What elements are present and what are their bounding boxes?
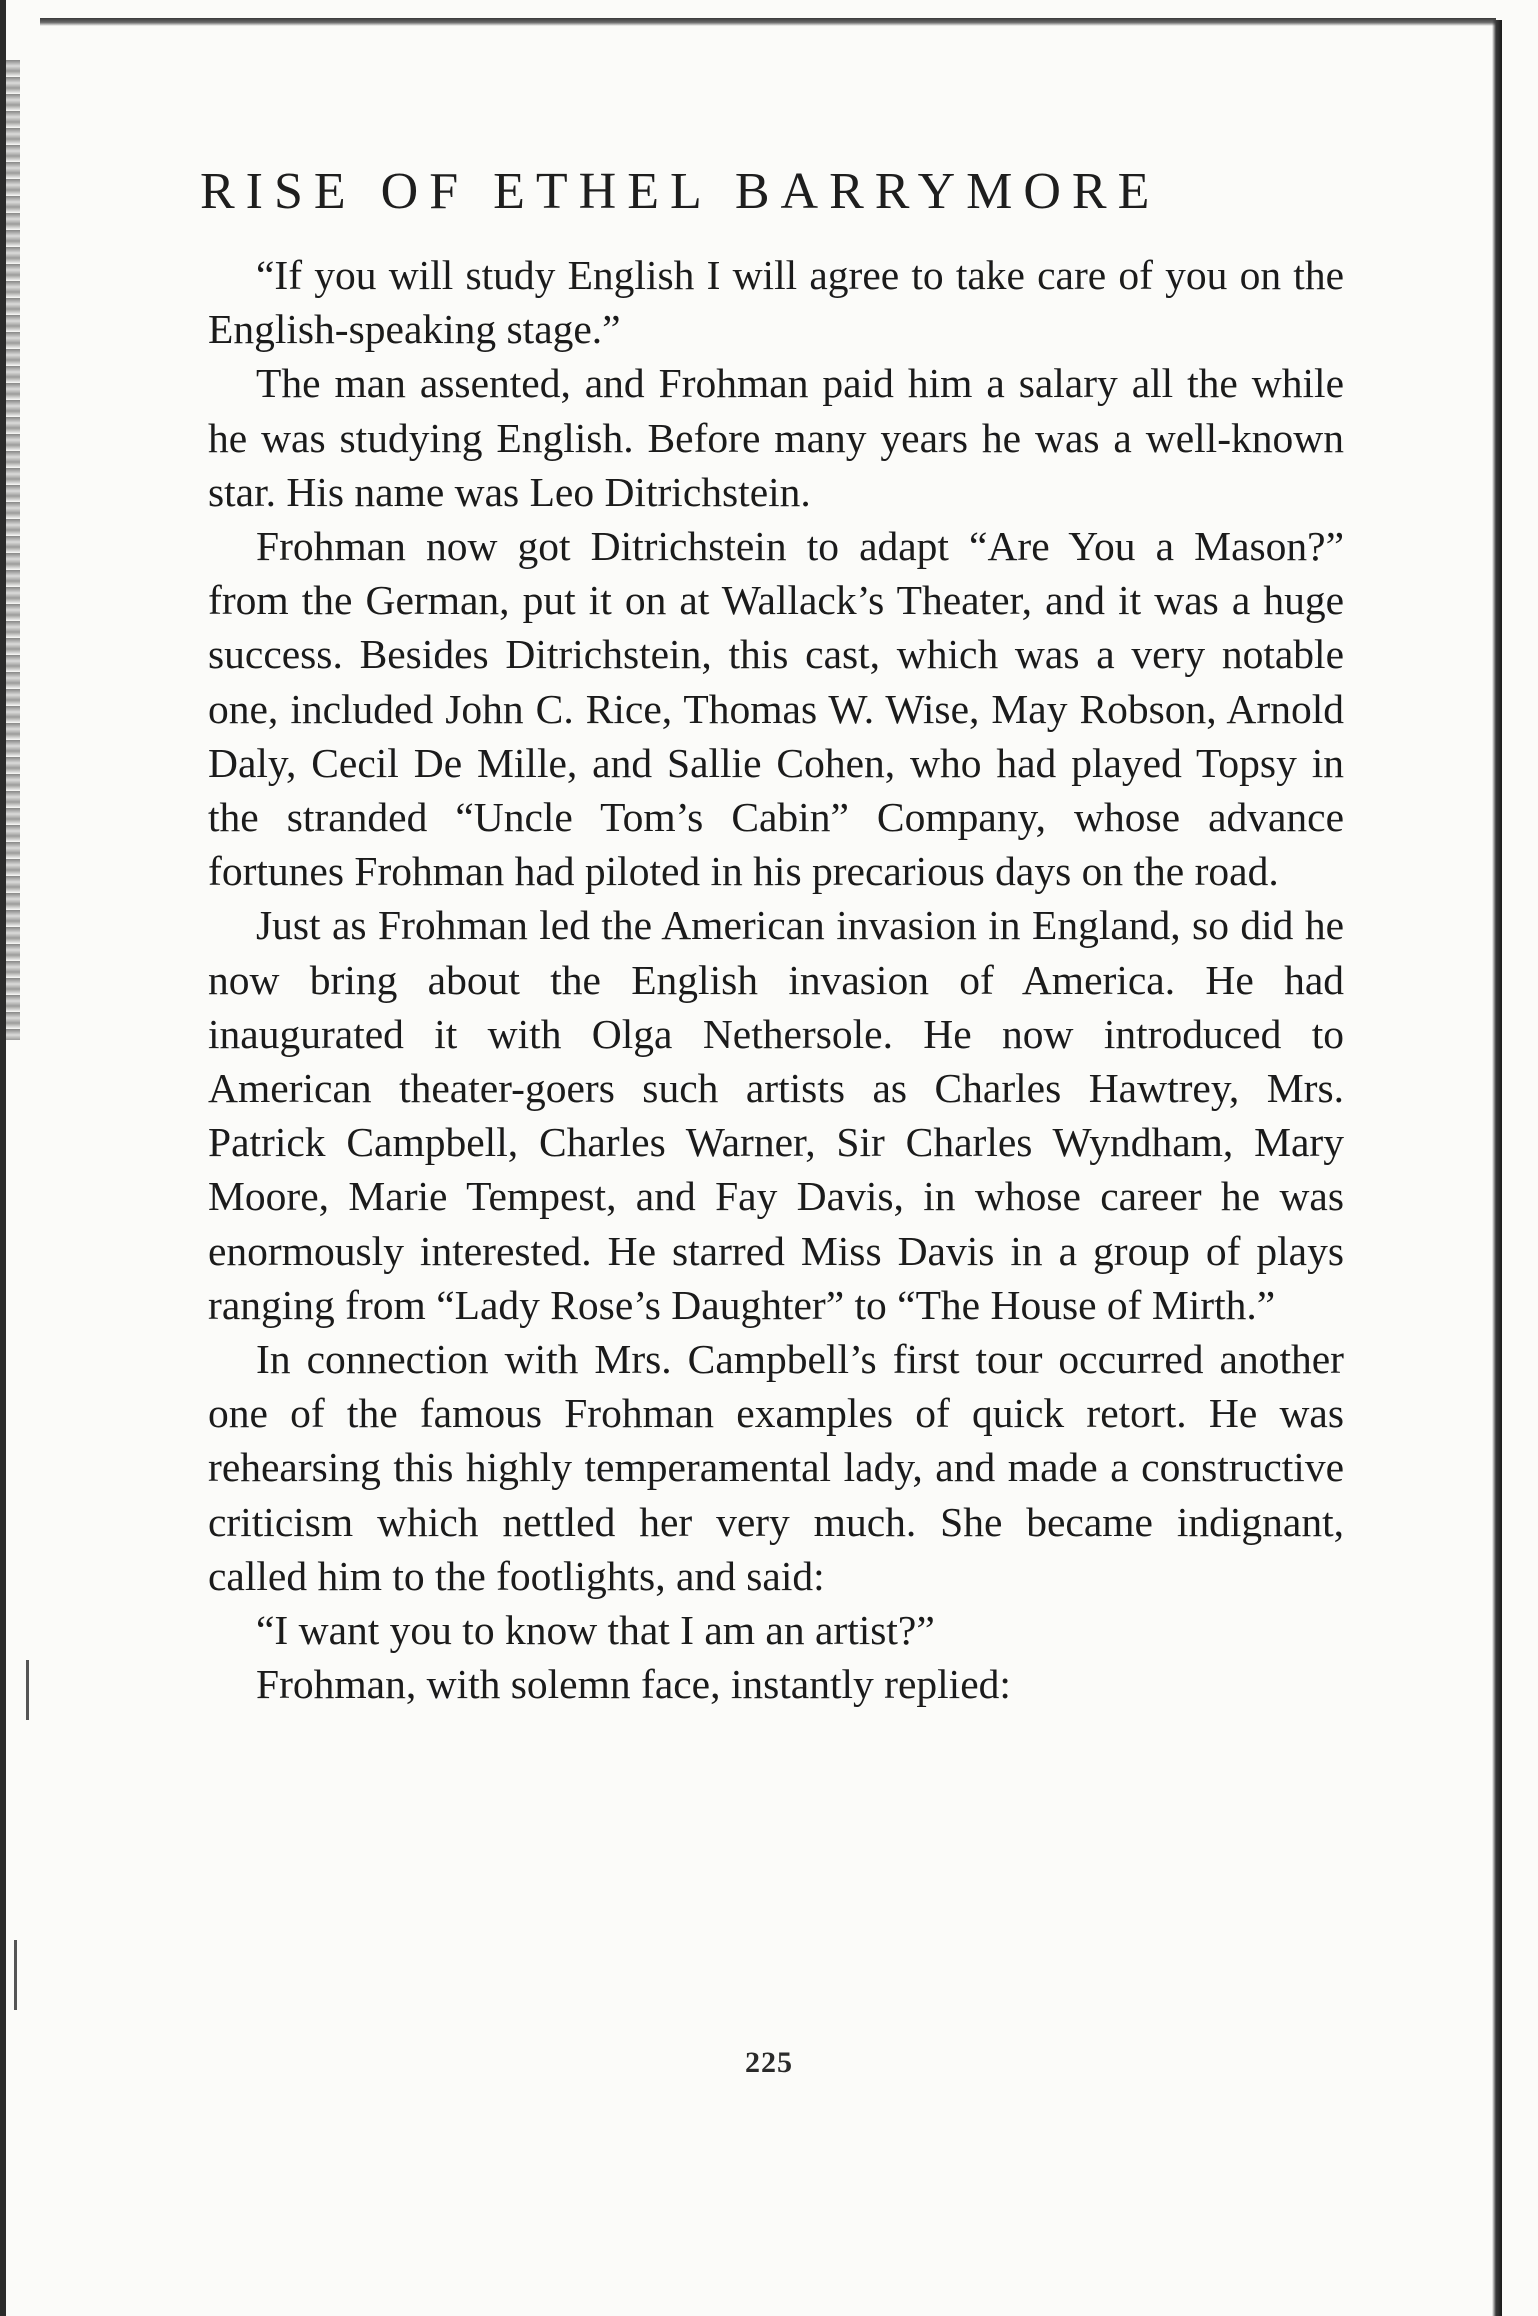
paragraph: “If you will study English I will agree to take care of you on the English-speaking stage.”	[208, 252, 1344, 353]
paragraph: Frohman, with solemn face, instantly replied:	[256, 1661, 1011, 1708]
page-top-edge	[40, 18, 1496, 26]
page-number: 225	[745, 2046, 793, 2079]
paragraph: Frohman now got Ditrichstein to adapt “Are You a Mason?” from the German, put it on at Wallack’s Theater, and it was a huge success. Besides Ditrichstein, this cast, which was a very notable one, included John C. Rice, Thomas W. Wise, May Robson, Arnold Daly, Cecil De Mille, and Sallie Cohen, who had played Topsy in the stranded “Uncle Tom’s Cabin” Company, whose advance fortunes Frohman had piloted in his precarious days on the road.	[208, 523, 1344, 895]
page-right-edge	[1492, 20, 1502, 2316]
paragraph: In connection with Mrs. Campbell’s first tour occurred another one of the famous Frohman examples of quick retort. He was rehearsing this highly temperamental lady, and made a constructive criticism which nettled her very much. She became indignant, called him to the footlights, and said:	[208, 1336, 1344, 1599]
body-text	[208, 248, 1344, 1711]
paragraph: Just as Frohman led the American invasion in England, so did he now bring about the English invasion of America. He had inaugurated it with Olga Nethersole. He now introduced to American theater-goers such artists as Charles Hawtrey, Mrs. Patrick Campbell, Charles Warner, Sir Charles Wyndham, Mary Moore, Marie Tempest, and Fay Davis, in whose career he was enormously interested. He starred Miss Davis in a group of plays ranging from “Lady Rose’s Daughter” to “The House of Mirth.”	[208, 902, 1344, 1328]
page-left-binding-shadow	[6, 60, 20, 1040]
running-head: RISE OF ETHEL BARRYMORE	[200, 163, 1161, 220]
scan-mark	[26, 1660, 29, 1720]
paragraph: “I want you to know that I am an artist?”	[256, 1607, 935, 1654]
scan-mark	[14, 1940, 17, 2010]
paragraph: The man assented, and Frohman paid him a salary all the while he was studying English. Before many years he was a well-known star. His name was Leo Ditrichstein.	[208, 360, 1344, 515]
